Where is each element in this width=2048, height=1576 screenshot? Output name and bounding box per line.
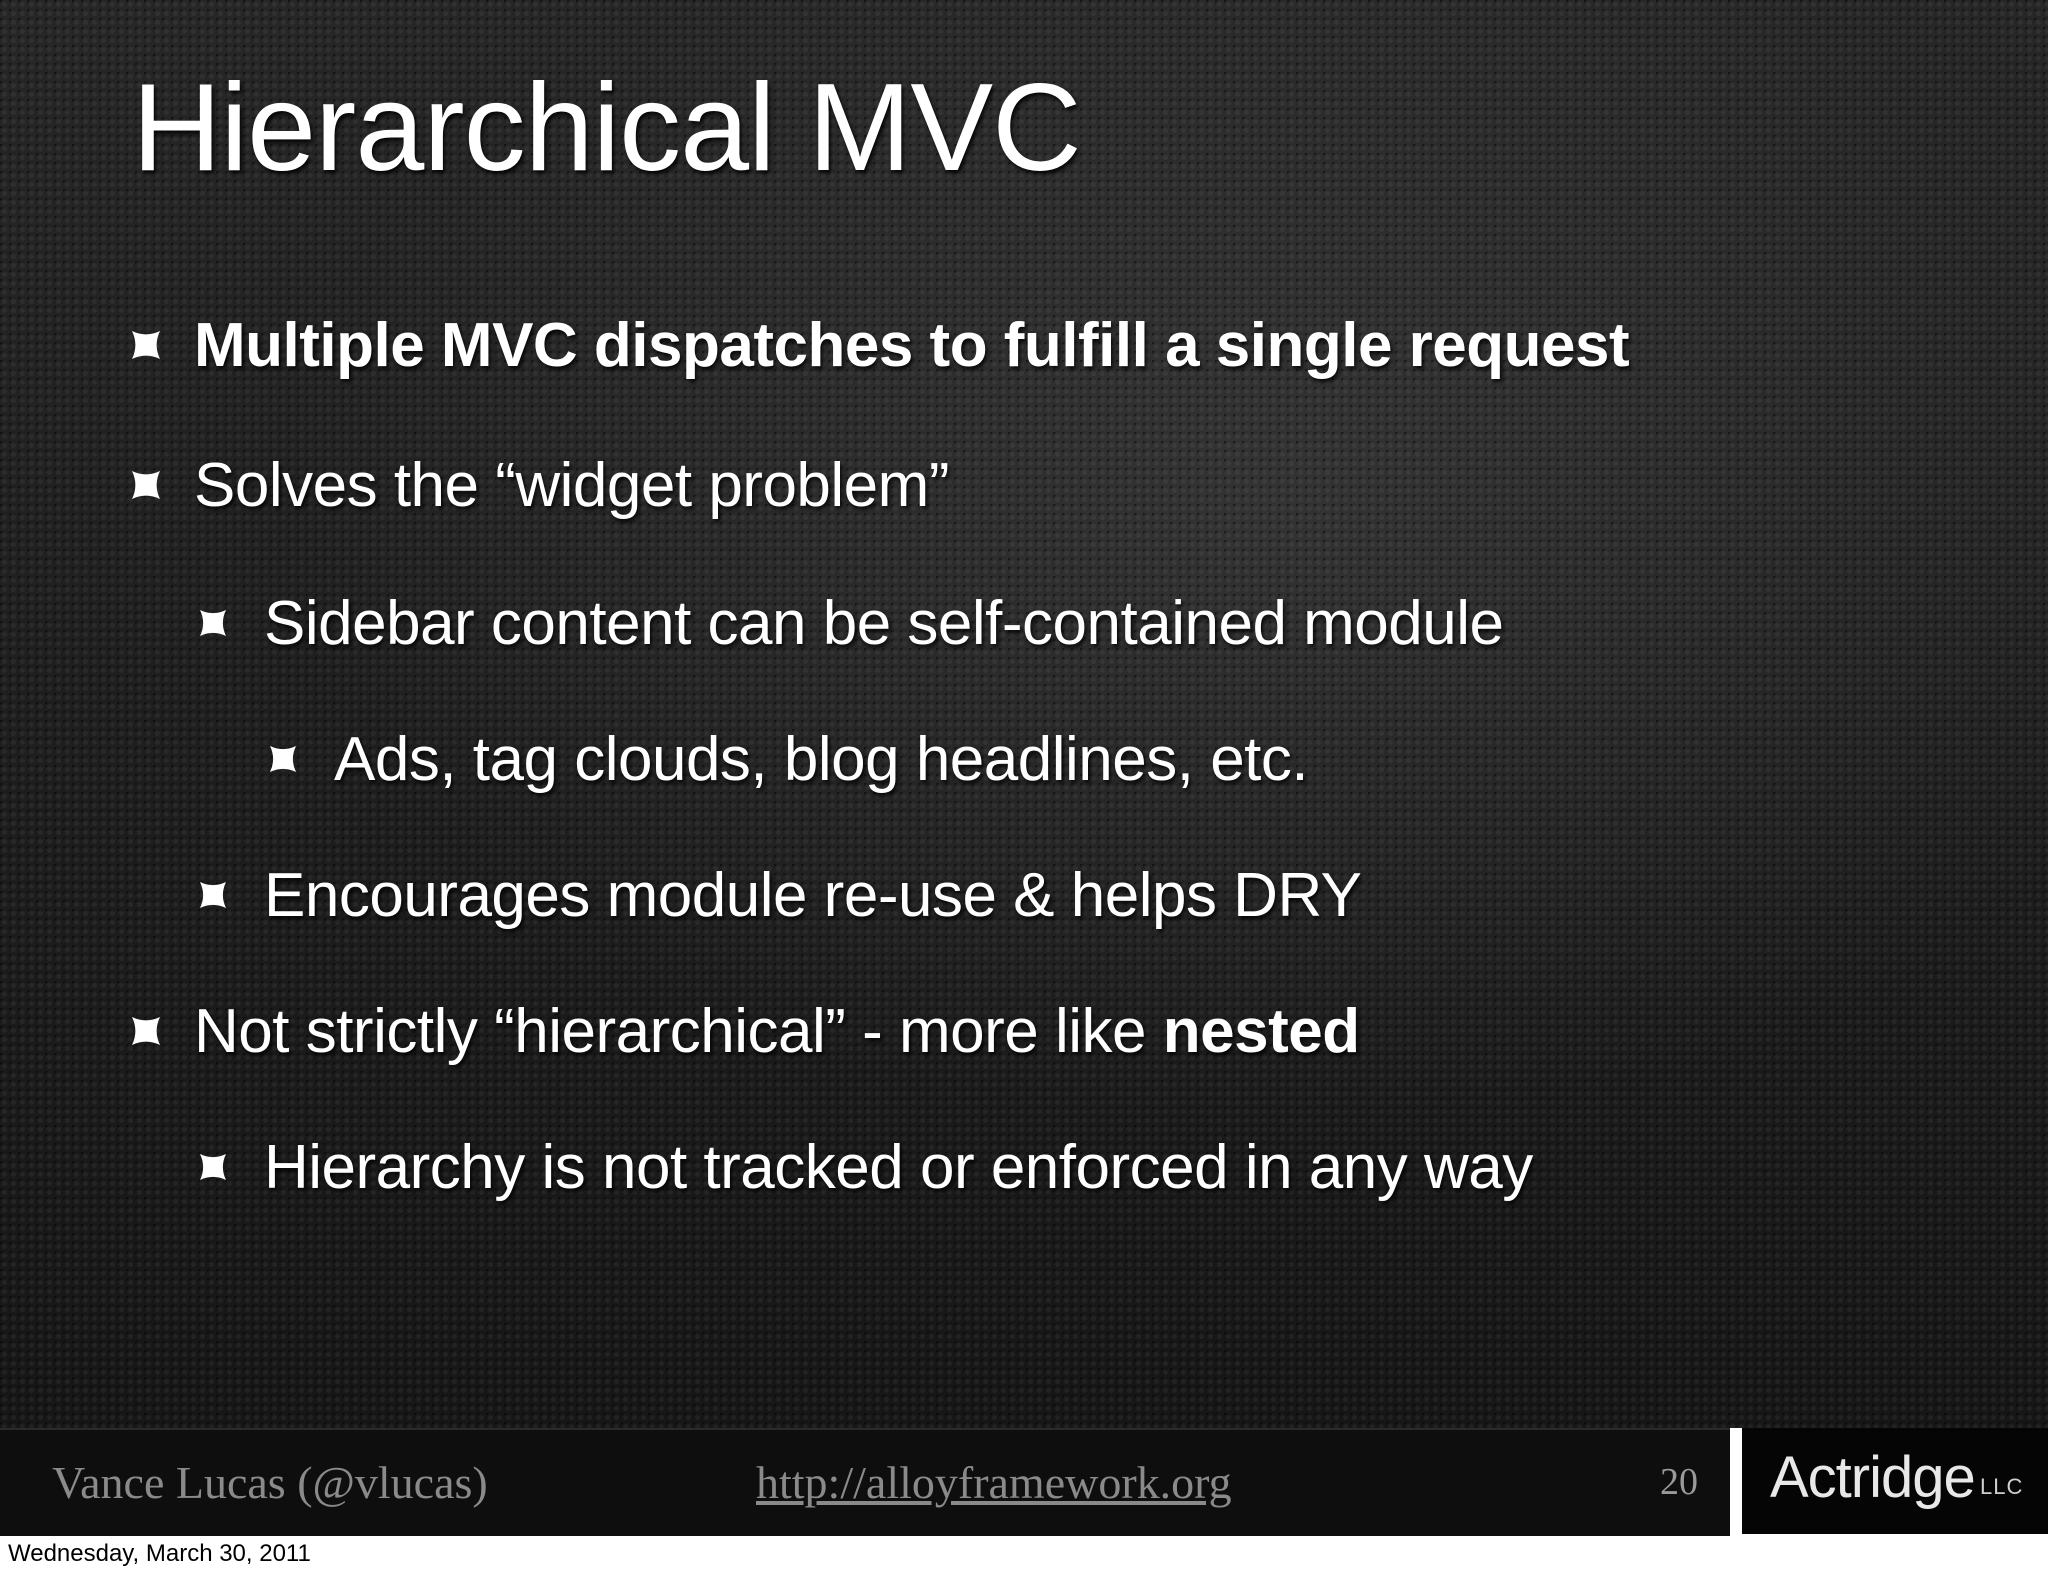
bullet-text-bold: nested — [1162, 996, 1360, 1066]
bullet-item — [132, 440, 949, 530]
bullet-item — [200, 578, 1504, 668]
footer-author: Vance Lucas (@vlucas) — [52, 1457, 488, 1508]
bullet-item — [132, 300, 1629, 390]
bullet-item — [270, 714, 1308, 804]
bullet-marker-icon — [132, 331, 160, 359]
bullet-text: Sidebar content can be self-contained module — [264, 588, 1504, 658]
logo-suffix: LLC — [1980, 1474, 2024, 1499]
footer-url-link[interactable]: http://alloyframework.org — [756, 1457, 1232, 1508]
bullet-text: Ads, tag clouds, blog headlines, etc. — [334, 724, 1309, 794]
bullet-text: Hierarchy is not tracked or enforced in any way — [264, 1132, 1533, 1202]
bullet-text: Multiple MVC dispatches to fulfill a single request — [194, 310, 1630, 380]
date-label: Wednesday, March 30, 2011 — [8, 1540, 311, 1567]
bullet-marker-icon — [200, 610, 226, 636]
bullet-item — [132, 986, 1360, 1076]
bullet-text — [194, 996, 1360, 1067]
slide-footer — [0, 1428, 1730, 1536]
bullet-text: Solves the “widget problem” — [194, 450, 949, 520]
bullet-text: Encourages module re-use & helps DRY — [264, 860, 1362, 930]
bullet-item — [200, 850, 1361, 940]
bullet-marker-icon — [200, 1154, 226, 1180]
bullet-marker-icon — [200, 882, 226, 908]
logo-wordmark: Actridge — [1770, 1445, 1975, 1510]
page-number: 20 — [1660, 1461, 1698, 1503]
bullet-marker-icon — [132, 1017, 160, 1045]
bullet-marker-icon — [132, 471, 160, 499]
company-logo — [1742, 1428, 2048, 1534]
bullet-marker-icon — [270, 746, 296, 772]
bullet-item — [200, 1122, 1533, 1212]
bullet-text-regular: Not strictly “hierarchical” - more like — [194, 996, 1163, 1066]
slide-title: Hierarchical MVC — [132, 59, 1081, 197]
